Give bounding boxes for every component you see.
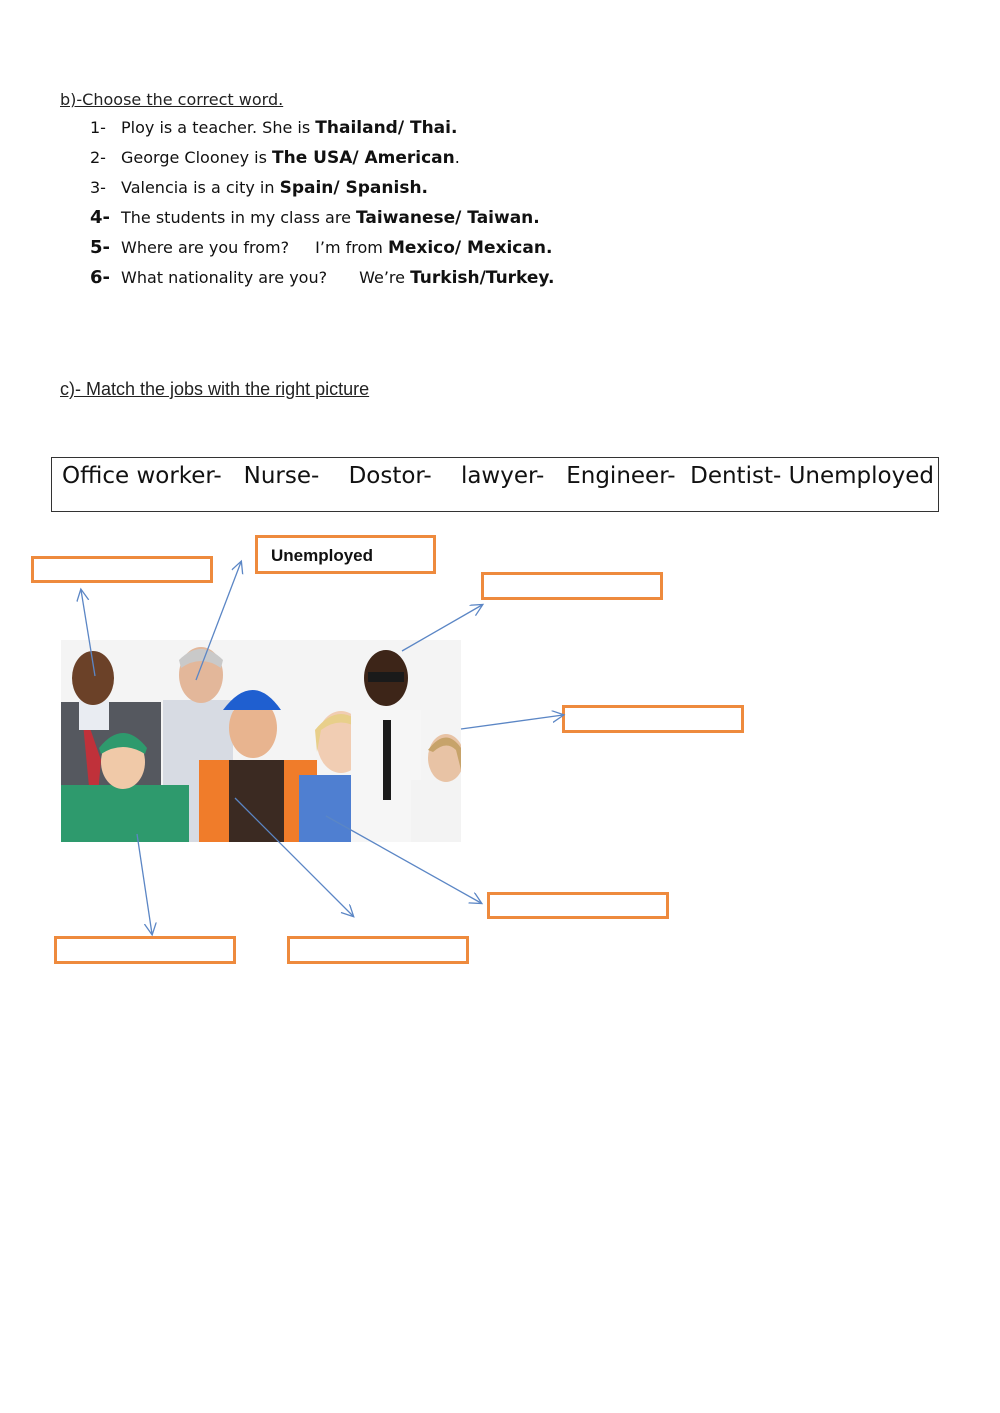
answer-choices[interactable]: Thailand/ Thai. [315, 118, 458, 138]
section-b-heading: b)-Choose the correct word. [60, 90, 284, 109]
answer-box-text: Unemployed [271, 546, 374, 565]
arrow-4 [461, 715, 563, 729]
question-number: 5- [90, 237, 110, 258]
question-number: 2- [90, 148, 106, 167]
answer-choices[interactable]: The USA/ American [272, 148, 455, 168]
section-c-heading: c)- Match the jobs with the right picture [60, 379, 370, 399]
question-text: The students in my class are [121, 208, 357, 227]
question-number: 3- [90, 178, 106, 197]
answer-choices[interactable]: Spain/ Spanish. [279, 178, 429, 198]
word-bank: Office worker- Nurse- Dostor- lawyer- Engineer- Dentist- Unemployed [51, 457, 939, 512]
answer-choices[interactable]: Turkish/Turkey. [410, 268, 555, 288]
question-number: 4- [90, 207, 110, 228]
arrow-2 [196, 562, 241, 680]
answer-choices[interactable]: Mexico/ Mexican. [387, 238, 553, 258]
arrow-1 [81, 590, 95, 676]
question-text: Ploy is a teacher. She is [121, 118, 316, 137]
question-tail: . [454, 148, 460, 167]
question-text-2: I’m from [315, 238, 388, 257]
arrow-7 [235, 798, 353, 916]
question-text: What nationality are you? [121, 268, 328, 287]
question-text: Where are you from? [121, 238, 290, 257]
answer-choices[interactable]: Taiwanese/ Taiwan. [356, 208, 540, 228]
question-number: 6- [90, 267, 110, 288]
arrow-6 [137, 834, 152, 934]
question-text: George Clooney is [121, 148, 273, 167]
question-text: Valencia is a city in [121, 178, 280, 197]
arrow-5 [326, 816, 481, 903]
arrow-3 [402, 605, 482, 651]
question-number: 1- [90, 118, 106, 137]
question-text-2: We’re [359, 268, 411, 287]
